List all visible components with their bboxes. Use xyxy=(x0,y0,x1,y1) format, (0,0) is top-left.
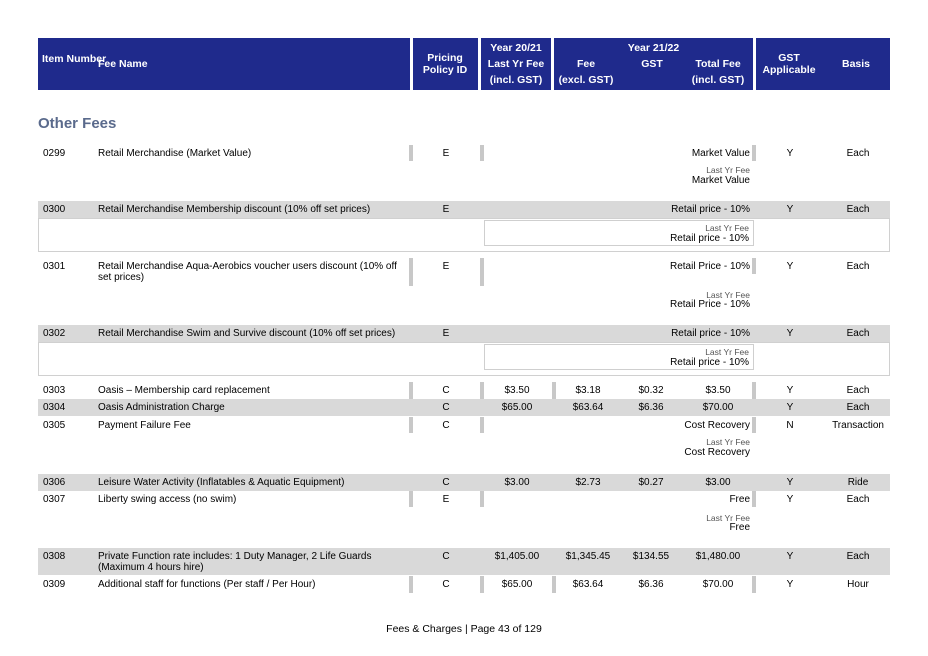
header-fee: Fee xyxy=(576,58,596,70)
pricing-policy: C xyxy=(442,420,450,431)
gst-applicable: N xyxy=(786,420,794,431)
table-row xyxy=(38,417,890,467)
row-subpanel xyxy=(38,342,890,376)
basis: Each xyxy=(846,385,870,396)
basis: Each xyxy=(846,261,870,272)
pricing-policy: E xyxy=(442,494,450,505)
gst-amount: $6.36 xyxy=(638,402,664,413)
gst-amount: $0.27 xyxy=(638,477,664,488)
basis: Each xyxy=(846,494,870,505)
header-fee-name: Fee Name xyxy=(98,58,148,70)
item-number: 0309 xyxy=(43,579,66,590)
page-footer: Fees & Charges | Page 43 of 129 xyxy=(386,623,542,635)
gst-applicable: Y xyxy=(786,328,794,339)
gst-amount: $6.36 xyxy=(638,579,664,590)
gst-applicable: Y xyxy=(786,579,794,590)
fee-text: Market Value xyxy=(691,148,750,159)
last-yr-label: Last Yr Fee xyxy=(706,437,750,447)
header-total-fee: Total Fee xyxy=(695,58,741,70)
header-basis: Basis xyxy=(841,58,871,70)
last-yr-value: Retail Price - 10% xyxy=(669,299,750,310)
fee-name: Retail Merchandise Membership discount (10% off set prices) xyxy=(98,204,371,215)
item-number: 0300 xyxy=(43,204,66,215)
fee-name: Oasis Administration Charge xyxy=(98,402,225,413)
last-yr-box xyxy=(484,344,754,370)
fee-excl-gst: $63.64 xyxy=(572,579,604,590)
fee-name: Oasis – Membership card replacement xyxy=(98,385,270,396)
item-number: 0305 xyxy=(43,420,66,431)
last-yr-value: Cost Recovery xyxy=(684,447,750,458)
gst-applicable: Y xyxy=(786,148,794,159)
gst-amount: $0.32 xyxy=(638,385,664,396)
total-fee: $70.00 xyxy=(702,402,734,413)
fee-name: Retail Merchandise (Market Value) xyxy=(98,148,252,159)
item-number: 0303 xyxy=(43,385,66,396)
table-row xyxy=(38,382,890,399)
last-yr-fee: $3.50 xyxy=(504,385,530,396)
header-year-curr: Year 21/22 xyxy=(627,42,680,54)
total-fee: $1,480.00 xyxy=(695,551,741,562)
header-gst-applicable: GST Applicable xyxy=(762,52,816,76)
last-yr-fee: $3.00 xyxy=(504,477,530,488)
header-incl-gst-prev: (incl. GST) xyxy=(489,74,543,86)
last-yr-label: Last Yr Fee xyxy=(706,290,750,300)
gst-applicable: Y xyxy=(786,551,794,562)
last-yr-fee: $1,405.00 xyxy=(494,551,540,562)
pricing-policy: C xyxy=(442,477,450,488)
table-row xyxy=(38,201,890,218)
fee-name: Retail Merchandise Aqua-Aerobics voucher users discount (10% off set prices) xyxy=(98,261,397,283)
fee-excl-gst: $1,345.45 xyxy=(565,551,611,562)
basis: Hour xyxy=(847,579,869,590)
fee-name: Retail Merchandise Swim and Survive discount (10% off set prices) xyxy=(98,328,396,339)
item-number: 0302 xyxy=(43,328,66,339)
fee-text: Retail price - 10% xyxy=(671,204,750,215)
pricing-policy: C xyxy=(442,385,450,396)
fee-text: Free xyxy=(729,494,750,505)
item-number: 0299 xyxy=(43,148,66,159)
basis: Each xyxy=(846,551,870,562)
fee-text: Cost Recovery xyxy=(684,420,750,431)
table-row xyxy=(38,258,890,320)
pricing-policy: C xyxy=(442,579,450,590)
last-yr-value: Retail price - 10% xyxy=(670,233,749,244)
fee-excl-gst: $63.64 xyxy=(572,402,604,413)
gst-applicable: Y xyxy=(786,402,794,413)
row-subpanel xyxy=(38,218,890,252)
item-number: 0301 xyxy=(43,261,66,272)
table-row xyxy=(38,325,890,342)
basis: Each xyxy=(846,402,870,413)
last-yr-box xyxy=(484,220,754,246)
item-number: 0306 xyxy=(43,477,66,488)
table-row xyxy=(38,399,890,416)
table-row xyxy=(38,145,890,195)
total-fee: $3.00 xyxy=(705,477,731,488)
fee-name: Liberty swing access (no swim) xyxy=(98,494,237,505)
header-last-yr-fee: Last Yr Fee xyxy=(487,58,545,70)
table-row xyxy=(38,576,890,593)
fee-text: Retail price - 10% xyxy=(671,328,750,339)
fee-excl-gst: $2.73 xyxy=(575,477,601,488)
last-yr-value: Retail price - 10% xyxy=(670,357,749,368)
fee-name: Additional staff for functions (Per staff / Per Hour) xyxy=(98,579,316,590)
gst-applicable: Y xyxy=(786,204,794,215)
pricing-policy: E xyxy=(442,148,450,159)
gst-applicable: Y xyxy=(786,261,794,272)
table-row xyxy=(38,548,890,575)
fee-name: Leisure Water Activity (Inflatables & Aquatic Equipment) xyxy=(98,477,345,488)
header-year-prev: Year 20/21 xyxy=(490,42,542,54)
basis: Each xyxy=(846,204,870,215)
header-incl-gst-curr: (incl. GST) xyxy=(691,74,745,86)
last-yr-label: Last Yr Fee xyxy=(705,347,749,357)
fee-name: Private Function rate includes: 1 Duty Manager, 2 Life Guards (Maximum 4 hours hire) xyxy=(98,551,372,573)
pricing-policy: C xyxy=(442,402,450,413)
gst-applicable: Y xyxy=(786,385,794,396)
basis: Ride xyxy=(847,477,869,488)
fee-name: Payment Failure Fee xyxy=(98,420,191,431)
last-yr-label: Last Yr Fee xyxy=(706,165,750,175)
item-number: 0307 xyxy=(43,494,66,505)
pricing-policy: E xyxy=(442,328,450,339)
last-yr-value: Free xyxy=(729,522,750,533)
last-yr-value: Market Value xyxy=(691,175,750,186)
last-yr-label: Last Yr Fee xyxy=(705,223,749,233)
last-yr-fee: $65.00 xyxy=(501,579,533,590)
basis: Transaction xyxy=(832,420,884,431)
pricing-policy: C xyxy=(442,551,450,562)
section-title: Other Fees xyxy=(38,115,117,132)
total-fee: $3.50 xyxy=(705,385,731,396)
item-number: 0304 xyxy=(43,402,66,413)
last-yr-fee: $65.00 xyxy=(501,402,533,413)
gst-applicable: Y xyxy=(786,477,794,488)
fee-text: Retail Price - 10% xyxy=(669,261,750,272)
basis: Each xyxy=(846,328,870,339)
item-number: 0308 xyxy=(43,551,66,562)
gst-amount: $134.55 xyxy=(632,551,670,562)
pricing-policy: E xyxy=(442,204,450,215)
last-yr-label: Last Yr Fee xyxy=(706,513,750,523)
header-gst: GST xyxy=(641,58,663,70)
total-fee: $70.00 xyxy=(702,579,734,590)
pricing-policy: E xyxy=(442,261,450,272)
fee-excl-gst: $3.18 xyxy=(575,385,601,396)
table-row xyxy=(38,474,890,491)
header-item-number: Item Number xyxy=(42,53,107,65)
gst-applicable: Y xyxy=(786,494,794,505)
table-row xyxy=(38,491,890,543)
basis: Each xyxy=(846,148,870,159)
header-excl-gst: (excl. GST) xyxy=(558,74,614,86)
header-pricing-policy: Pricing Policy ID xyxy=(422,52,468,76)
